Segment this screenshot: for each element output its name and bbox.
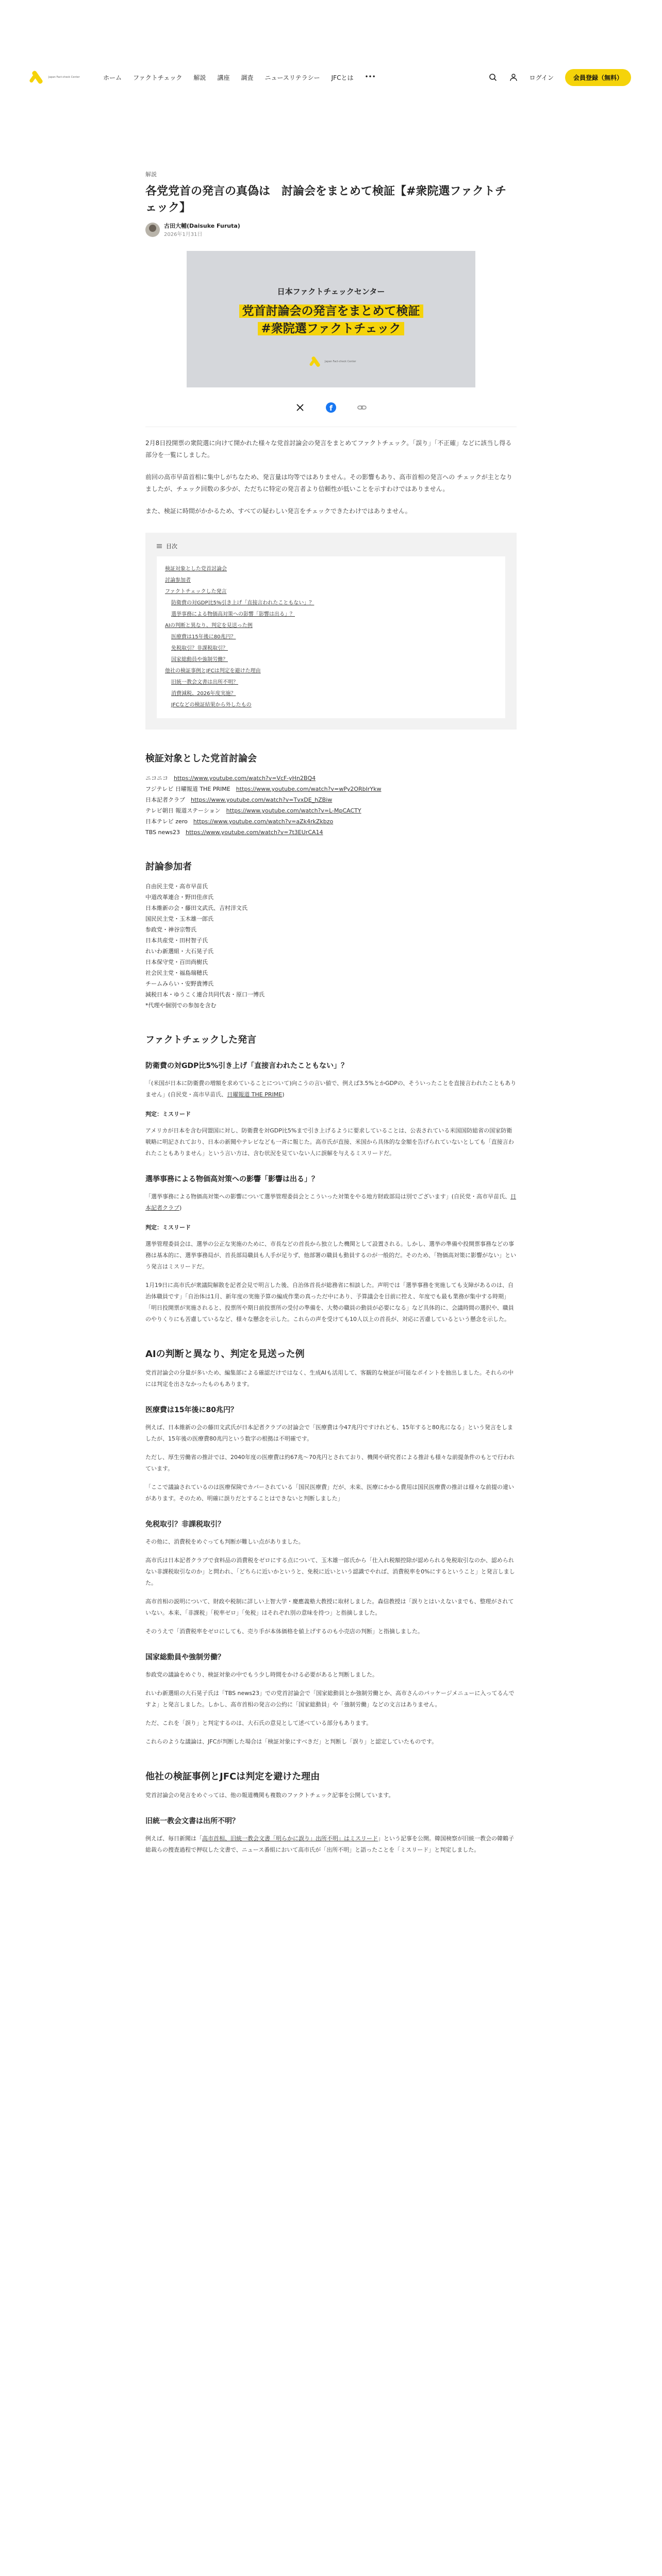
- verdict-label: 判定：ミスリード: [145, 1111, 191, 1117]
- paragraph: れいわ新選組の大石晃子氏は「TBS news23」での党首討論会で「国家総動員とか強制労働とか、高市さんのパッケージメニューに入ってるんですよ」と発言しました。しかし、高市首相の発言の公約に「国家総動員」や「強制労働」などの文言はありません。: [145, 1690, 515, 1708]
- paragraph: その他に、消費税をめぐっても判断が難しい点がありました。: [145, 1538, 304, 1545]
- claim-body: 1月19日に高市氏が衆議院解散を記者会見で明言した後、自治体首長が総務省に相談した。声明では「選挙事務を実施しても支障があるのは、自治体職員です」「自治体は1月、新年度の実施予算の編成作業の真っただ中にあり、予算議会を目前に控え、年度でも最も業務が集中する時期」「明日投開票が実施されると、投票所や期日前投票所の受付の準備を、大勢の職員の動員が必要になる」など具体的に、会議時間の選択や、職員のやりくりにも苦慮しているなど、様々な懸念を示した。これらの声を受けても10人以上の首長が、対応に苦慮しているという懸念を示した。: [145, 1282, 514, 1323]
- paragraph: これらのような議論は、JFCが判断した場合は「検証対象にすべきだ」と判断し「誤り」と認定していたものです。: [145, 1738, 438, 1745]
- toc-item[interactable]: 検証対象とした党首討論会: [165, 566, 227, 572]
- debate-link[interactable]: https://www.youtube.com/watch?v=7t3EUrCA14: [186, 829, 323, 836]
- nav-literacy[interactable]: ニュースリテラシー: [264, 74, 320, 81]
- text: 」という記事を公開。韓国検察が旧統一教会の韓鶴子総裁らの捜査過程で押収した文書で、ニュース番組において高市氏が「出所不明」と語ったことを「ミスリード」と判定しました。: [145, 1835, 514, 1853]
- logo-mark-icon: [31, 70, 44, 85]
- claim-heading: 旧統一教会文書は出所不明？: [145, 1817, 239, 1825]
- paragraph: 「ここで議論されているのは医療保険でカバーされている「国民医療費」だが、未来、医療にかかる費用は国民医療費の推計は様々な前提の違いがあります。そのため、明確に誤りだとすることはできないと判断しました」: [145, 1484, 514, 1502]
- claim-heading: 選挙事務による物価高対策への影響「影響は出る」？: [145, 1175, 319, 1183]
- toc-item[interactable]: JFCなどの検証結果から外したもの: [171, 702, 252, 708]
- nav-research[interactable]: 調査: [241, 74, 254, 81]
- user-icon[interactable]: [509, 73, 518, 82]
- toc-item[interactable]: 国家総動員や強制労働？: [171, 657, 228, 663]
- hero-logo-text: Japan Fact-check Center: [325, 360, 356, 363]
- debate-row: [145, 805, 517, 816]
- section-intro: 党首討論会の分量が多いため、編集部による確認だけではなく、生成AIも活用して、客観的な検証が可能なポイントを抽出しました。それらの中には判定を出さなかったものもあります。: [145, 1369, 514, 1387]
- section-heading-others: 他社の検証事例とJFCは判定を避けた理由: [145, 1771, 320, 1782]
- site-logo[interactable]: [31, 70, 88, 85]
- quote-end: ): [282, 1091, 285, 1098]
- toc-item[interactable]: 他社の検証事例とJFCは判定を避けた理由: [165, 668, 261, 674]
- intro-paragraph-2: 前回の高市早苗首相に集中しがちなため、発言量は均等ではありません。その影響もあり、高市首相の発言への チェックが主となりましたが、チェック回数の多少が、ただちに特定の発言者より信頼性が低いことを示すわけではありません。: [145, 473, 512, 493]
- paragraph: 高市氏は日本記者クラブで食料品の消費税をゼロにする点について、玉木雄一郎氏から「仕入れ税額控除が認められる免税取引なのか、認められない非課税取引なのか」と問われ、「どちらに近いかというと、免税に近いという認識でやれば、消費税率を0%にするということ」と発言しました。: [145, 1557, 515, 1586]
- toc-item[interactable]: 防衛費の対GDP比5%引き上げ「直接言われたこともない」？: [171, 600, 315, 606]
- claim-heading: 免税取引？非課税取引？: [145, 1520, 225, 1529]
- table-of-contents: [145, 533, 517, 730]
- x-icon[interactable]: [294, 402, 306, 413]
- participant-item: 参政党・神谷宗幣氏: [145, 926, 196, 933]
- toc-item[interactable]: AIの判断と異なり、判定を見送った例: [165, 623, 253, 629]
- debate-link[interactable]: https://www.youtube.com/watch?v=aZk4rkZkbzo: [193, 818, 334, 825]
- main-nav: [103, 73, 376, 82]
- article-category[interactable]: 解説: [145, 171, 157, 178]
- nav-more[interactable]: •••: [365, 73, 376, 80]
- external-article-link[interactable]: 高市首相、旧統一教会文書「明らかに誤り」出所不明」はミスリード: [202, 1835, 378, 1842]
- paragraph: [145, 1833, 517, 1856]
- debate-label: TBS news23: [145, 829, 180, 836]
- debate-link[interactable]: https://www.youtube.com/watch?v=TvxDE_hZBiw: [191, 796, 333, 803]
- nav-factcheck[interactable]: ファクトチェック: [133, 74, 183, 81]
- toc-header[interactable]: [157, 542, 505, 550]
- nav-about[interactable]: JFCとは: [331, 74, 354, 81]
- header-actions: [488, 69, 631, 86]
- debate-row: [145, 784, 517, 794]
- register-button[interactable]: 会員登録（無料）: [565, 69, 631, 86]
- toc-label: 目次: [166, 543, 177, 550]
- section-heading-ai: AIの判断と異なり、判定を見送った例: [145, 1349, 305, 1360]
- facebook-icon[interactable]: f: [325, 402, 337, 413]
- toc-item[interactable]: 選挙事務による物価高対策への影響「影響は出る」？: [171, 612, 295, 617]
- hero-line-2: #衆院選ファクトチェック: [258, 322, 404, 335]
- toc-item[interactable]: 免税取引？非課税取引？: [171, 646, 228, 651]
- participant-item: れいわ新選組・大石晃子氏: [145, 948, 213, 955]
- paragraph: そのうえで「消費税率をゼロにしても、売り手が本体価格を値上げするのも小売店の判断」と指摘しました。: [145, 1628, 423, 1635]
- claim-heading: 防衛費の対GDP比5%引き上げ「直接言われたこともない」？: [145, 1062, 349, 1070]
- quote-text: 「選挙事務による物価高対策への影響について選挙管理委員会とこういった対策をやる地方財政部局は別でございます」(自民党・高市早苗氏、: [145, 1193, 511, 1200]
- text: 例えば、毎日新聞は「: [145, 1835, 202, 1842]
- source-link[interactable]: 日曜報道 THE PRIME: [227, 1091, 283, 1098]
- debate-link[interactable]: https://www.youtube.com/watch?v=L-MpCACTY: [226, 807, 361, 814]
- login-link[interactable]: ログイン: [529, 74, 554, 81]
- participant-item: 国民民主党・玉木雄一郎氏: [145, 916, 213, 922]
- debate-link[interactable]: https://www.youtube.com/watch?v=wPy2ORbIrYkw: [236, 786, 382, 792]
- paragraph: 例えば、日本維新の会の藤田文武氏が日本記者クラブの討論会で「医療費は今47兆円ですけれども、15年すると80兆になる」という発言をしましたが、15年後の医療費80兆円という数字の根拠は不明確です。: [145, 1424, 513, 1442]
- menu-icon: [157, 543, 162, 550]
- participant-item: 自由民主党・高市早苗氏: [145, 883, 208, 890]
- hero-subtitle: 日本ファクトチェックセンター: [277, 287, 385, 296]
- claim-heading: 医療費は15年後に80兆円？: [145, 1406, 238, 1414]
- site-header: [0, 0, 662, 155]
- paragraph: ただし、厚生労働省の推計では、2040年度の医療費は約67兆〜70兆円とされており、機関や研究者による推計も様々な前提条件のもとで行われています。: [145, 1454, 515, 1472]
- debate-row: [145, 773, 517, 784]
- toc-item[interactable]: 医療費は15年後に80兆円？: [171, 634, 236, 640]
- debate-label: フジテレビ 日曜報道 THE PRIME: [145, 786, 230, 792]
- paragraph: 参政党の議論をめぐり、検証対象の中でもう少し時間をかける必要があると判断しました。: [145, 1671, 378, 1678]
- debate-label: 日本テレビ zero: [145, 818, 188, 825]
- search-icon[interactable]: [488, 73, 498, 82]
- link-icon[interactable]: [356, 402, 368, 413]
- participant-item: 中道改革連合・野田佳彦氏: [145, 894, 213, 901]
- toc-item[interactable]: 討論参加者: [165, 578, 191, 583]
- participant-item: 日本保守党・百田尚樹氏: [145, 959, 208, 965]
- claim-body: アメリカが日本を含む同盟国に対し、防衛費を対GDP比5%まで引き上げるように要求していることは、公表されている米国国防総省の国家防衛戦略に明記されており、日本の新聞やテレビなども一斉に報じた。高市氏が直接、米国から具体的な金額を告げられていないとしても「直接言われたこともありません」という言い方は、含む状況を見ていない人に誤解を与えるミスリードだ。: [145, 1127, 514, 1157]
- debate-row: [145, 827, 517, 838]
- claim-body: 選挙管理委員会は、選挙の公正な実施のために、市長などの首長から独立した機関として設置される。しかし、選挙の準備や投開票事務などの事務は基本的に、選挙事務局が、首長部局職員も人手が足りず、他部署の職員も動員するのが一般的だ。そのため、「物価高対策に影響がない」という発言はミスリードだ。: [145, 1241, 517, 1270]
- source-link[interactable]: 日本記者クラブ: [145, 1193, 517, 1211]
- hero-logo: [309, 354, 356, 369]
- article: [145, 170, 517, 1856]
- participant-list: [145, 881, 517, 1011]
- participant-item: 社会民主党・福島瑞穂氏: [145, 970, 208, 976]
- debate-row: [145, 794, 517, 805]
- nav-explainer[interactable]: 解説: [193, 74, 206, 81]
- quote-end: ): [179, 1205, 182, 1211]
- hero-image: [187, 251, 475, 387]
- debate-links: [145, 773, 517, 838]
- paragraph: ただ、これを「誤り」と判定するのは、大石氏の意見として述べている部分もあります。: [145, 1720, 372, 1726]
- toc-item[interactable]: 消費減税、2026年度実施？: [171, 691, 236, 697]
- avatar[interactable]: [145, 223, 160, 237]
- section-heading-debates: 検証対象とした党首討論会: [145, 753, 257, 764]
- claim-heading: 国家総動員や強制労働？: [145, 1653, 225, 1662]
- participant-item: チームみらい・安野貴博氏: [145, 980, 213, 987]
- section-heading-checked: ファクトチェックした発言: [145, 1035, 257, 1045]
- claim-quote: [145, 1078, 517, 1100]
- publish-date: 2026年1月31日: [164, 232, 203, 238]
- quote-text: 「(米国が日本に防衛費の増額を求めていることについて)向こうの言い値で、例えば3.5%とかGDPの、そういったことを直接言われたこともありません」(自民党・高市早苗氏、: [145, 1080, 517, 1098]
- nav-home[interactable]: ホーム: [103, 74, 122, 81]
- verdict-label: 判定：ミスリード: [145, 1224, 191, 1231]
- logo-text: Japan Fact-check Center: [48, 75, 80, 79]
- intro-paragraph-1: 2月8日投開票の衆院選に向けて開かれた様々な党首討論会の発言をまとめてファクトチェック。「誤り」「不正確」などに該当し得る部分を一覧にしました。: [145, 439, 512, 459]
- debate-label: テレビ朝日 報道ステーション: [145, 807, 221, 814]
- author-name[interactable]: 古田大輔(Daisuke Furuta): [164, 223, 240, 229]
- intro-paragraph-3: また、検証に時間がかかるため、すべての疑わしい発言をチェックできたわけではありません。: [145, 507, 411, 515]
- debate-link[interactable]: https://www.youtube.com/watch?v=VcF-yHn2BQ4: [174, 775, 316, 782]
- toc-item[interactable]: 旧統一教会文書は出所不明？: [171, 680, 238, 685]
- debate-label: ニコニコ: [145, 775, 168, 782]
- debate-row: [145, 816, 517, 827]
- participant-item: 減税日本・ゆうこく連合共同代表・原口一博氏: [145, 991, 264, 998]
- author-block: [145, 222, 517, 238]
- share-bar: [145, 402, 517, 413]
- section-heading-participants: 討論参加者: [145, 861, 192, 872]
- paragraph: 高市首相の説明について、財政や税制に詳しい上智大学・慶應義塾大教授に取材しました。森信教授は「誤りとはいえないまでも、整理がされていない。本来、「非課税」「税率ゼロ」「免税」はそれぞれ別の意味を持つ」と指摘しました。: [145, 1598, 514, 1616]
- participant-item: 日本維新の会・藤田文武氏、吉村洋文氏: [145, 905, 247, 911]
- hero-title: [187, 302, 475, 337]
- claim-quote: [145, 1191, 517, 1214]
- article-title: 各党党首の発言の真偽は 討論会をまとめて検証【#衆院選ファクトチェック】: [145, 185, 506, 214]
- participant-note: *代理や個別での参加を含む: [145, 1002, 217, 1009]
- section-intro: 党首討論会の発言をめぐっては、他の報道機関も複数のファクトチェック記事を公開しています。: [145, 1792, 394, 1799]
- participant-item: 日本共産党・田村智子氏: [145, 937, 208, 944]
- debate-label: 日本記者クラブ: [145, 796, 185, 803]
- nav-course[interactable]: 講座: [217, 74, 230, 81]
- toc-list: [157, 556, 505, 718]
- hero-logo-mark-icon: [311, 355, 322, 368]
- toc-item[interactable]: ファクトチェックした発言: [165, 589, 227, 595]
- hero-line-1: 党首討論会の発言をまとめて検証: [239, 304, 423, 318]
